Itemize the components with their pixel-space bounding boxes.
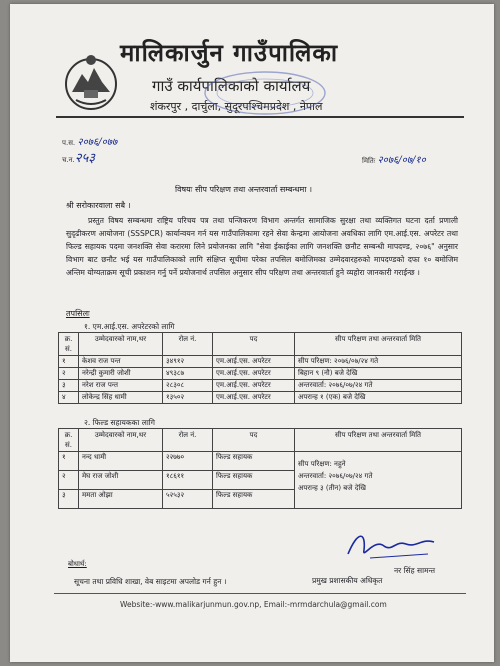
post-cell: फिल्ड सहायक [213,452,295,471]
serial-cell: २ [59,471,79,490]
office-stamp-icon [200,68,330,118]
table-row [59,380,462,392]
col-header: रोल नं. [163,429,213,452]
letter-date: मितिः २०७६/०७/१० [362,155,426,166]
col-header: पद [213,333,295,356]
salutation: श्री सरोकारवाला सबै । [66,201,131,210]
name-cell: ममता ओझा [79,490,163,509]
schedule-cell: अन्तरवार्ता: २०७६/०७/२४ गते [295,380,462,392]
signatory-designation: प्रमुख प्रशासकीय अधिकृत [312,576,383,585]
mis-operator-table [58,332,462,404]
nepal-emblem-icon [58,52,124,112]
roll-cell: २८३०८ [163,380,213,392]
table-row [59,452,462,471]
post-cell: एम.आई.एस. अपरेटर [213,392,295,404]
letter-subject: विषयः सीप परिक्षण तथा अन्तरवार्ता सम्बन्धमा । [175,185,312,194]
letter-page [10,4,494,662]
serial-cell: ३ [59,490,79,509]
roll-cell: ५२५३२ [163,490,213,509]
footer-contact: Website:-www.malikarjunmun.gov.np, Email:-mrmdarchula@gmail.com [120,600,387,609]
post-cell: एम.आई.एस. अपरेटर [213,368,295,380]
note-label: बोधार्थ: [68,560,87,568]
post-cell: एम.आई.एस. अपरेटर [213,380,295,392]
signature-icon [340,524,440,568]
tapsil-label: तपसिलः [66,309,90,318]
signatory-name: नर सिंह सामन्त [394,566,436,575]
municipality-title: मालिकार्जुन गाउँपालिका [120,39,339,67]
header-divider [56,116,464,118]
table-row [59,356,462,368]
roll-cell: १८६११ [163,471,213,490]
schedule-cell: बिहान ९ (नौ) बजे देखि [295,368,462,380]
serial-cell: १ [59,452,79,471]
col-header: सीप परिक्षण तथा अन्तरवार्ता मिति [295,429,462,452]
office-subtitle: गाउँ कार्यपालिकाको कार्यालय [152,77,311,95]
field-assistant-table [58,428,462,509]
serial-cell: ४ [59,392,79,404]
schedule-cell: सीप परिक्षण: २०७६/०७/२४ गते [295,356,462,368]
cn-number: च.न.२५३ [62,151,96,166]
col-header: उम्मेदवारको नाम,थर [79,333,163,356]
schedule-cell [295,452,462,509]
post-cell: फिल्ड सहायक [213,471,295,490]
serial-cell: ३ [59,380,79,392]
note-text: सूचना तथा प्रविधि शाखा, वेब साइटमा अपलोड गर्न हुन । [74,577,227,586]
letter-body: प्रस्तुत विषय सम्बन्धमा राष्ट्रिय परिचय पत्र तथा पन्जिकरण विभाग अन्तर्गत सामाजिक सुरक्षा तथा व्यक्तिगत घटना दर्ता प्रणाली सुदृढीकरण आयोजना (SSSPCR) कार्यान्वयन गर्न यस गाउँपालिकामा रहने सेवा केन्द्रमा आयोजना अवधिका लागि एम.आई.एस. अपरेटर तथा फिल्ड सहायक पदमा जनशक्ति सेवा करारमा लिने प्रयोजनका लागि "सेवा ईकाईका लागि जनशक्ति छनौट सम्बन्धी मापदण्ड, २०७६" अनुसार विभाग बाट छनौट भई यस गाउँपालिकाको लागि संक्षिप्त सूचीमा परेका तपसिल बमोजिमका उम्मेदवारहरुको मापदण्डको दफा १० बमोजिम अन्तिम योग्यताक्रम सूची प्रकाशन गर्नु पर्ने प्रयोजनार्थ तपसिल अनुसार सीप परिक्षण तथा अन्तरवार्ता हुने व्यहोरा जानकारी गराईन्छ । [66,216,458,277]
name-cell: केशव राज पन्त [79,356,163,368]
schedule-line: अन्तरवार्ता: २०७६/०७/२४ गते [298,472,373,480]
section2-title: २. फिल्ड सहायकका लागि [84,418,155,427]
col-header: क्र. सं. [59,429,79,452]
col-header: रोल नं. [163,333,213,356]
roll-cell: ३४९१२ [163,356,213,368]
section1-title: १. एम.आई.एस. अपरेटरको लागि [84,322,175,331]
ps-number: प.स. २०७६/०७७ [62,137,118,148]
name-cell: नन्द धामी [79,452,163,471]
office-address: शंकरपुर , दार्चुला, सुदूरपश्चिमप्रदेश , नेपाल [150,100,323,113]
serial-cell: १ [59,356,79,368]
table-row [59,392,462,404]
post-cell: एम.आई.एस. अपरेटर [213,356,295,368]
schedule-line: अपरान्ह ३ (तीन) बजे देखि [298,484,366,492]
schedule-line: सीप परिक्षण: नहुने [298,460,346,468]
roll-cell: ४९३८७ [163,368,213,380]
col-header: उम्मेदवारको नाम,थर [79,429,163,452]
post-cell: फिल्ड सहायक [213,490,295,509]
table-row [59,368,462,380]
schedule-cell: अपरान्ह १ (एक) बजे देखि [295,392,462,404]
name-cell: मेघ राज जोशी [79,471,163,490]
name-cell: नरेन्द्री कुमारी जोशी [79,368,163,380]
serial-cell: २ [59,368,79,380]
table-header-row [59,429,462,452]
table-header-row [59,333,462,356]
name-cell: लोकेन्द्र सिंह धामी [79,392,163,404]
col-header: सीप परिक्षण तथा अन्तरवार्ता मिति [295,333,462,356]
col-header: क्र. सं. [59,333,79,356]
footer-divider [54,593,466,594]
roll-cell: १३५०२ [163,392,213,404]
col-header: पद [213,429,295,452]
name-cell: नरेश राज पन्त [79,380,163,392]
roll-cell: २२७७० [163,452,213,471]
